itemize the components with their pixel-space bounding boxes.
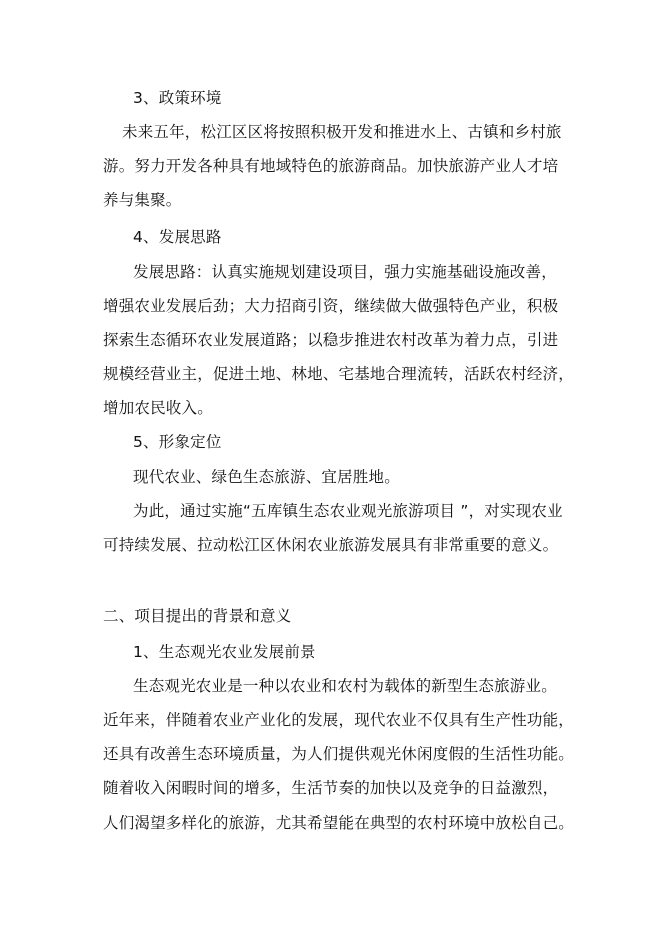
section-5-paragraph-2-line-2: 可持续发展、拉动松江区休闲农业旅游发展具有非常重要的意义。 bbox=[103, 536, 559, 554]
part-2-paragraph-line-3: 还具有改善生态环境质量，为人们提供观光休闲度假的生活性功能。 bbox=[103, 745, 575, 763]
section-4-paragraph-line-3: 探索生态循环农业发展道路；以稳步推进农村改革为着力点，引进 bbox=[103, 331, 559, 349]
section-3-paragraph-line-3: 养与集聚。 bbox=[103, 191, 182, 209]
section-3-heading: 3、政策环境 bbox=[133, 89, 222, 107]
part-2-paragraph-line-1: 生态观光农业是一种以农业和农村为载体的新型生态旅游业。 bbox=[133, 677, 557, 695]
part-2-paragraph-line-2: 近年来，伴随着农业产业化的发展，现代农业不仅具有生产性功能， bbox=[103, 711, 575, 729]
section-4-heading: 4、发展思路 bbox=[133, 228, 222, 246]
section-4-paragraph-line-5: 增加农民收入。 bbox=[103, 399, 213, 417]
part-2-paragraph-line-4: 随着收入闲暇时间的增多，生活节奏的加快以及竞争的日益激烈， bbox=[103, 779, 559, 797]
part-2-paragraph-line-5: 人们渴望多样化的旅游，尤其希望能在典型的农村环境中放松自己。 bbox=[103, 814, 575, 832]
section-4-paragraph-line-1: 发展思路：认真实施规划建设项目，强力实施基础设施改善， bbox=[133, 263, 557, 281]
section-5-heading: 5、形象定位 bbox=[133, 433, 222, 451]
section-3-paragraph-line-2: 游。努力开发各种具有地域特色的旅游商品。加快旅游产业人才培 bbox=[103, 157, 559, 175]
part-2-heading: 二、项目提出的背景和意义 bbox=[103, 607, 292, 625]
section-4-paragraph-line-2: 增强农业发展后劲；大力招商引资，继续做大做强特色产业，积极 bbox=[103, 297, 559, 315]
section-5-paragraph-1: 现代农业、绿色生态旅游、宜居胜地。 bbox=[133, 468, 400, 486]
part-2-section-1-heading: 1、生态观光农业发展前景 bbox=[133, 643, 316, 661]
section-4-paragraph-line-4: 规模经营业主，促进土地、林地、宅基地合理流转，活跃农村经济， bbox=[103, 365, 575, 383]
section-3-paragraph-line-1: 未来五年，松江区区将按照积极开发和推进水上、古镇和乡村旅 bbox=[122, 123, 562, 141]
section-5-paragraph-2-line-1: 为此，通过实施“五库镇生态农业观光旅游项目 ”，对实现农业 bbox=[133, 502, 563, 520]
